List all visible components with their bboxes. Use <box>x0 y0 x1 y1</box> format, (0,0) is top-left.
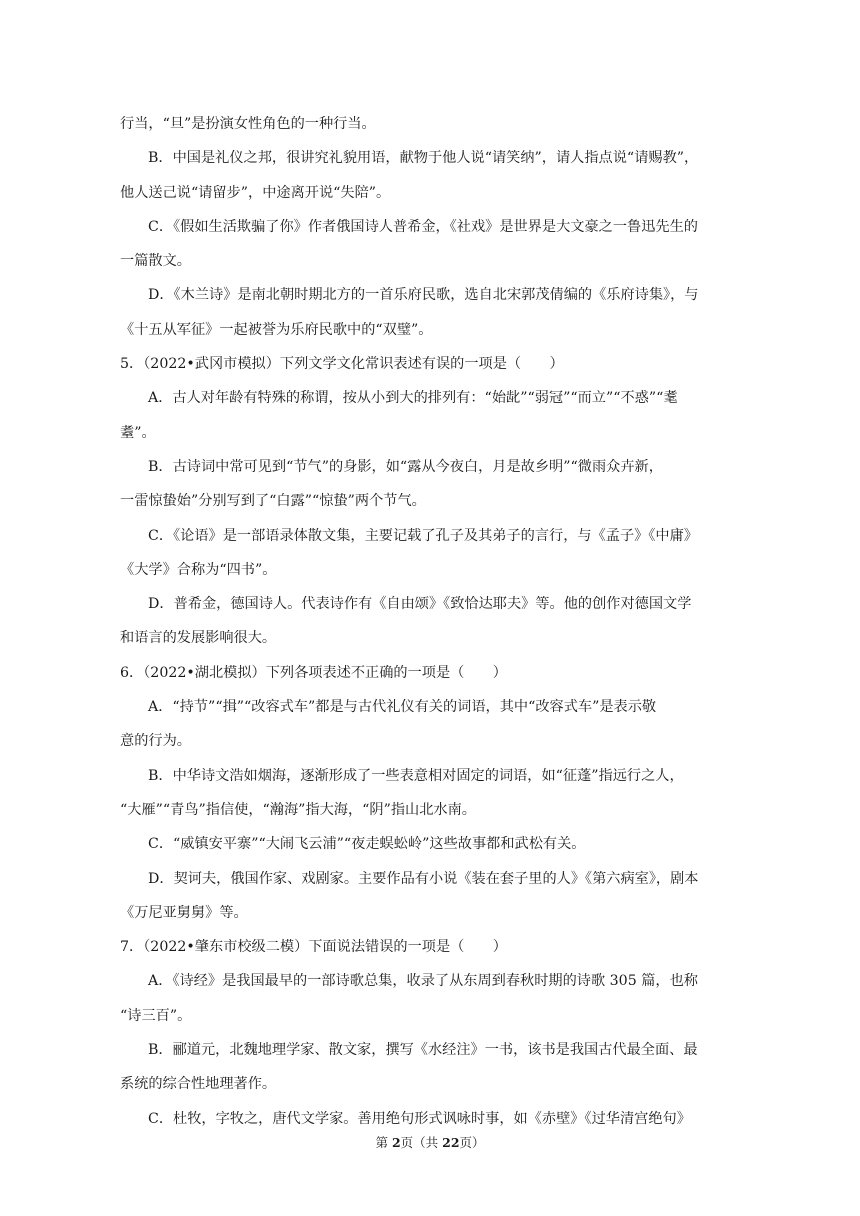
text-line: B．中华诗文浩如烟海，逐渐形成了一些表意相对固定的词语，如“征蓬”指远行之人， <box>148 767 684 784</box>
text-line: 和语言的发展影响很大。 <box>120 630 277 647</box>
text-line: B．中国是礼仪之邦，很讲究礼貌用语，献物于他人说“请笑纳”，请人指点说“请赐教”， <box>148 150 699 167</box>
page-footer <box>0 1134 860 1152</box>
footer-middle: 页（共 <box>400 1135 443 1150</box>
text-line: 《大学》合称为“四书”。 <box>120 561 277 578</box>
document-body <box>120 107 748 1136</box>
text-line: B．郦道元，北魏地理学家、散文家，撰写《水经注》一书，该书是我国古代最全面、最 <box>148 1042 698 1059</box>
text-line: 一雷惊蛰始”分别写到了“白露”“惊蛰”两个节气。 <box>120 493 426 510</box>
text-line: D．契诃夫，俄国作家、戏剧家。主要作品有小说《装在套子里的人》《第六病室》，剧本 <box>148 870 699 887</box>
text-line: 行当，“旦”是扮演女性角色的一种行当。 <box>120 116 376 132</box>
text-line: 意的行为。 <box>120 733 191 750</box>
text-line: 《十五从军征》一起被誉为乐府民歌中的“双璧”。 <box>120 321 433 338</box>
text-line: 他人送己说“请留步”，中途离开说“失陪”。 <box>120 184 391 201</box>
text-line: C．《论语》是一部语录体散文集，主要记载了孔子及其弟子的言行，与《孟子》《中庸》 <box>148 527 698 544</box>
text-line: 《万尼亚舅舅》等。 <box>120 904 248 921</box>
footer-suffix: 页） <box>459 1135 485 1150</box>
text-line: A．《诗经》是我国最早的一部诗歌总集，收录了从东周到春秋时期的诗歌 305 篇，也称 <box>148 973 698 990</box>
text-line: 一篇散文。 <box>120 253 191 270</box>
text-line: C．“威镇安平寨”“大闹飞云浦”“夜走蜈蚣岭”这些故事都和武松有关。 <box>148 836 586 853</box>
text-line: “大雁”“青鸟”指信使，“瀚海”指大海，“阴”指山北水南。 <box>120 801 476 818</box>
current-page-number: 2 <box>391 1135 401 1150</box>
text-line: 7．（2022•肇东市校级二模）下面说法错误的一项是（ ） <box>120 939 507 956</box>
text-line: “诗三百”。 <box>120 1007 192 1024</box>
text-line: 耋”。 <box>120 424 156 441</box>
text-line: 5．（2022•武冈市模拟）下列文学文化常识表述有误的一项是（ ） <box>120 356 564 373</box>
footer-prefix: 第 <box>375 1135 392 1150</box>
total-page-count: 22 <box>442 1135 460 1150</box>
text-line: A．“持节”“揖”“改容式车”都是与古代礼仪有关的词语，其中“改容式车”是表示敬 <box>148 699 657 716</box>
text-line: 6．（2022•湖北模拟）下列各项表述不正确的一项是（ ） <box>120 664 507 681</box>
text-line: A．古人对年龄有特殊的称谓，按从小到大的排列有：“始龀”“弱冠”“而立”“不惑”“耄 <box>148 390 678 407</box>
text-line: D．普希金，德国诗人。代表诗作有《自由颂》《致恰达耶夫》等。他的创作对德国文学 <box>148 596 692 613</box>
text-line: C．杜牧，字牧之，唐代文学家。善用绝句形式讽咏时事，如《赤壁》《过华清宫绝句》 <box>148 1110 691 1127</box>
text-line: 系统的综合性地理著作。 <box>120 1076 277 1093</box>
text-line: D．《木兰诗》是南北朝时期北方的一首乐府民歌，选自北宋郭茂倩编的《乐府诗集》，与 <box>148 287 699 304</box>
text-line: C．《假如生活欺骗了你》作者俄国诗人普希金，《社戏》是世界是大文豪之一鲁迅先生的 <box>148 218 698 235</box>
text-line: B．古诗词中常可见到“节气”的身影，如“露从今夜白，月是故乡明”“微雨众卉新， <box>148 458 663 475</box>
